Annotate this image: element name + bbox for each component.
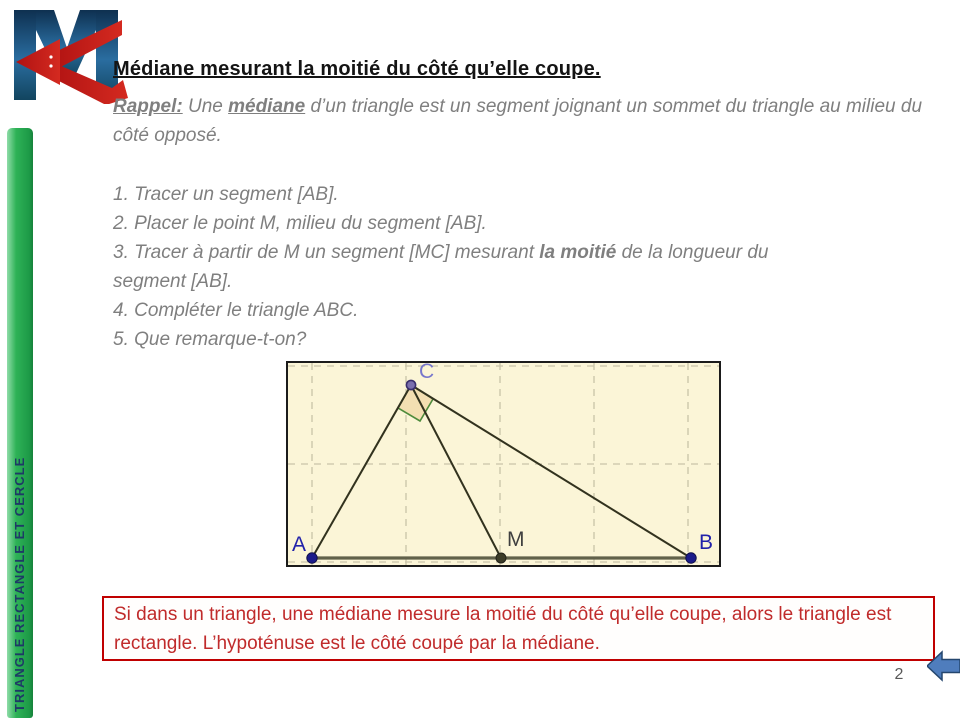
rappel-text-rest: d’un triangle est un segment joignant un sommet du triangle au milieu du côté opposé. — [113, 96, 923, 146]
conclusion-box — [102, 596, 935, 661]
step-3-continuation: segment [AB]. — [113, 271, 233, 292]
point-a — [307, 553, 317, 563]
point-b — [686, 553, 696, 563]
label-c: C — [419, 361, 435, 383]
point-m — [496, 553, 506, 563]
triangle-figure — [286, 361, 721, 567]
step-3 — [113, 238, 935, 267]
rappel-term: médiane — [228, 96, 306, 117]
step-5: 5. Que remarque-t-on? — [113, 329, 307, 350]
label-a: A — [292, 533, 307, 556]
slide-title: Médiane mesurant la moitié du côté qu’elle coupe. — [113, 58, 601, 80]
construction-steps — [113, 180, 935, 354]
step-3-text: 3. Tracer à partir de M un segment [MC] mesurant — [113, 242, 540, 263]
page-number: 2 — [894, 666, 904, 683]
step-1: 1. Tracer un segment [AB]. — [113, 184, 339, 205]
point-c — [406, 380, 415, 389]
label-m: M — [507, 528, 525, 551]
conclusion-text: Si dans un triangle, une médiane mesure la moitié du côté qu’elle coupe, alors le triangle est rectangle. L’hypoténuse est le côté coupé par la médiane. — [114, 604, 892, 654]
previous-slide-arrow-button[interactable] — [927, 648, 960, 684]
brand-logo — [6, 4, 128, 104]
chapter-title-vertical: TRIANGLE RECTANGLE ET CERCLE — [12, 456, 27, 712]
rappel-label: Rappel: — [113, 96, 183, 117]
label-b: B — [699, 531, 714, 554]
step-3-text-end: de la longueur du — [616, 242, 769, 263]
step-2: 2. Placer le point M, milieu du segment [AB]. — [113, 213, 487, 234]
step-3-emphasis: la moitié — [539, 242, 617, 263]
step-4: 4. Compléter le triangle ABC. — [113, 300, 359, 321]
rappel-text: Une — [182, 96, 229, 117]
rappel-paragraph — [113, 92, 935, 150]
